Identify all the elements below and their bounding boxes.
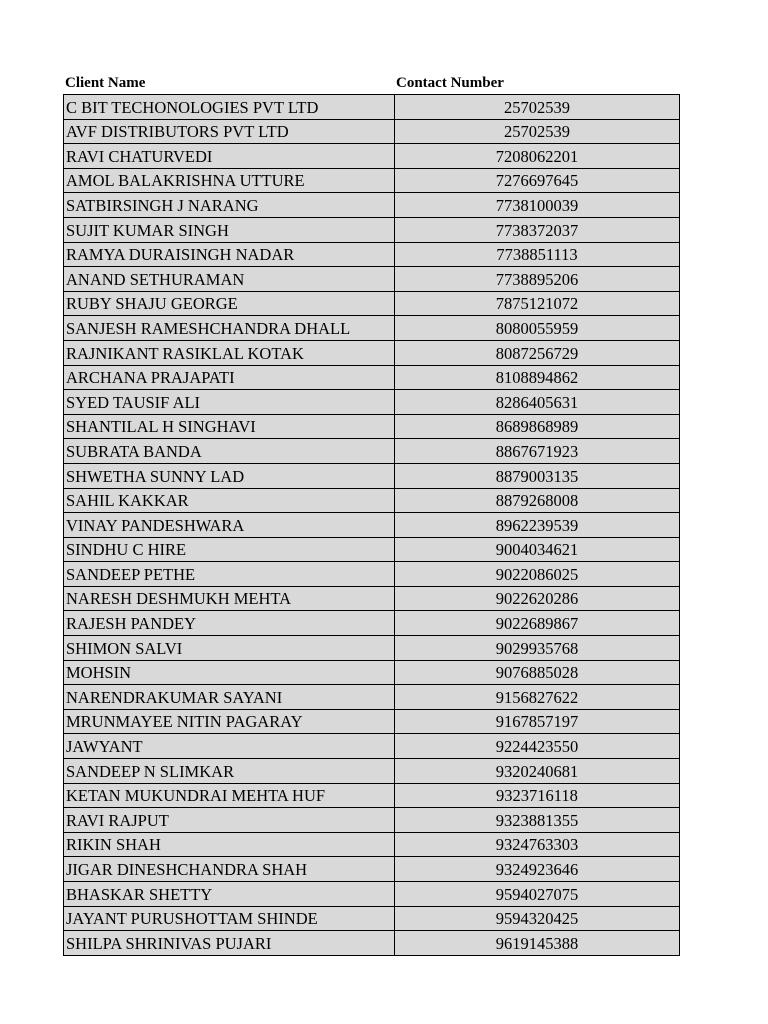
contact-number-cell: 7276697645 [395, 168, 680, 193]
contact-number-cell: 7208062201 [395, 144, 680, 169]
client-name-cell: SYED TAUSIF ALI [64, 390, 395, 415]
table-row [64, 586, 680, 611]
table-body [64, 95, 680, 956]
contact-number-cell: 9076885028 [395, 660, 680, 685]
contact-number-cell: 7738895206 [395, 267, 680, 292]
contact-number-cell: 9224423550 [395, 734, 680, 759]
table-row [64, 537, 680, 562]
contact-number-cell: 8108894862 [395, 365, 680, 390]
table-row [64, 906, 680, 931]
client-name-cell: SANDEEP PETHE [64, 562, 395, 587]
contact-number-cell: 7738372037 [395, 217, 680, 242]
table-row [64, 783, 680, 808]
contact-number-cell: 9022086025 [395, 562, 680, 587]
contact-number-cell: 9324923646 [395, 857, 680, 882]
column-headers [63, 72, 679, 94]
client-name-cell: NARENDRAKUMAR SAYANI [64, 685, 395, 710]
table-row [64, 636, 680, 661]
contact-number-cell: 8879003135 [395, 463, 680, 488]
table-row [64, 242, 680, 267]
contact-number-cell: 9029935768 [395, 636, 680, 661]
contact-number-cell: 7875121072 [395, 291, 680, 316]
contact-number-cell: 9619145388 [395, 931, 680, 956]
client-contact-table [63, 94, 680, 956]
contact-number-cell: 9004034621 [395, 537, 680, 562]
contact-number-cell: 8689868989 [395, 414, 680, 439]
table-row [64, 439, 680, 464]
client-name-cell: RUBY SHAJU GEORGE [64, 291, 395, 316]
table-row [64, 882, 680, 907]
table-row [64, 857, 680, 882]
contact-number-cell: 9323716118 [395, 783, 680, 808]
table-row [64, 562, 680, 587]
client-name-cell: VINAY PANDESHWARA [64, 513, 395, 538]
table-row [64, 340, 680, 365]
contact-number-cell: 9022689867 [395, 611, 680, 636]
client-name-cell: SAHIL KAKKAR [64, 488, 395, 513]
table-row [64, 463, 680, 488]
table-row [64, 660, 680, 685]
table-row [64, 931, 680, 956]
contact-number-cell: 9323881355 [395, 808, 680, 833]
client-name-header: Client Name [65, 75, 146, 91]
table-row [64, 488, 680, 513]
client-name-cell: ARCHANA PRAJAPATI [64, 365, 395, 390]
table-row [64, 759, 680, 784]
table-row [64, 709, 680, 734]
client-name-cell: SHIMON SALVI [64, 636, 395, 661]
client-name-cell: JAYANT PURUSHOTTAM SHINDE [64, 906, 395, 931]
table-row [64, 365, 680, 390]
table-row [64, 685, 680, 710]
contact-number-cell: 9594320425 [395, 906, 680, 931]
client-name-cell: KETAN MUKUNDRAI MEHTA HUF [64, 783, 395, 808]
client-name-cell: SHWETHA SUNNY LAD [64, 463, 395, 488]
table-row [64, 144, 680, 169]
client-name-cell: AMOL BALAKRISHNA UTTURE [64, 168, 395, 193]
contact-number-cell: 8962239539 [395, 513, 680, 538]
client-name-cell: RAVI CHATURVEDI [64, 144, 395, 169]
client-name-cell: C BIT TECHONOLOGIES PVT LTD [64, 95, 395, 120]
client-name-cell: ANAND SETHURAMAN [64, 267, 395, 292]
client-name-cell: MRUNMAYEE NITIN PAGARAY [64, 709, 395, 734]
contact-number-cell: 8087256729 [395, 340, 680, 365]
table-row [64, 513, 680, 538]
client-name-cell: BHASKAR SHETTY [64, 882, 395, 907]
client-name-cell: SINDHU C HIRE [64, 537, 395, 562]
contact-number-cell: 25702539 [395, 119, 680, 144]
client-name-cell: RAMYA DURAISINGH NADAR [64, 242, 395, 267]
contact-number-cell: 9167857197 [395, 709, 680, 734]
contact-number-cell: 9324763303 [395, 832, 680, 857]
contact-number-cell: 8080055959 [395, 316, 680, 341]
client-name-cell: SATBIRSINGH J NARANG [64, 193, 395, 218]
client-name-cell: RAJNIKANT RASIKLAL KOTAK [64, 340, 395, 365]
table-row [64, 168, 680, 193]
client-name-cell: SANJESH RAMESHCHANDRA DHALL [64, 316, 395, 341]
client-name-cell: SHILPA SHRINIVAS PUJARI [64, 931, 395, 956]
contact-number-cell: 7738851113 [395, 242, 680, 267]
table-row [64, 119, 680, 144]
client-name-cell: SHANTILAL H SINGHAVI [64, 414, 395, 439]
client-name-cell: RIKIN SHAH [64, 832, 395, 857]
contact-number-cell: 9320240681 [395, 759, 680, 784]
table-row [64, 95, 680, 120]
client-name-cell: AVF DISTRIBUTORS PVT LTD [64, 119, 395, 144]
contact-number-cell: 7738100039 [395, 193, 680, 218]
client-name-cell: SUJIT KUMAR SINGH [64, 217, 395, 242]
contact-number-cell: 9022620286 [395, 586, 680, 611]
table-row [64, 193, 680, 218]
table-row [64, 217, 680, 242]
table-row [64, 611, 680, 636]
table-row [64, 414, 680, 439]
table-row [64, 390, 680, 415]
contact-number-cell: 8867671923 [395, 439, 680, 464]
contact-number-header: Contact Number [396, 75, 504, 91]
client-name-cell: RAVI RAJPUT [64, 808, 395, 833]
client-name-cell: SUBRATA BANDA [64, 439, 395, 464]
table-row [64, 832, 680, 857]
contact-number-cell: 9156827622 [395, 685, 680, 710]
table-row [64, 808, 680, 833]
table-row [64, 316, 680, 341]
contact-number-cell: 25702539 [395, 95, 680, 120]
client-name-cell: JIGAR DINESHCHANDRA SHAH [64, 857, 395, 882]
client-name-cell: MOHSIN [64, 660, 395, 685]
client-name-cell: JAWYANT [64, 734, 395, 759]
client-name-cell: NARESH DESHMUKH MEHTA [64, 586, 395, 611]
client-name-cell: SANDEEP N SLIMKAR [64, 759, 395, 784]
contact-number-cell: 8879268008 [395, 488, 680, 513]
table-row [64, 267, 680, 292]
client-name-cell: RAJESH PANDEY [64, 611, 395, 636]
contact-number-cell: 8286405631 [395, 390, 680, 415]
contact-number-cell: 9594027075 [395, 882, 680, 907]
table-row [64, 291, 680, 316]
table-row [64, 734, 680, 759]
